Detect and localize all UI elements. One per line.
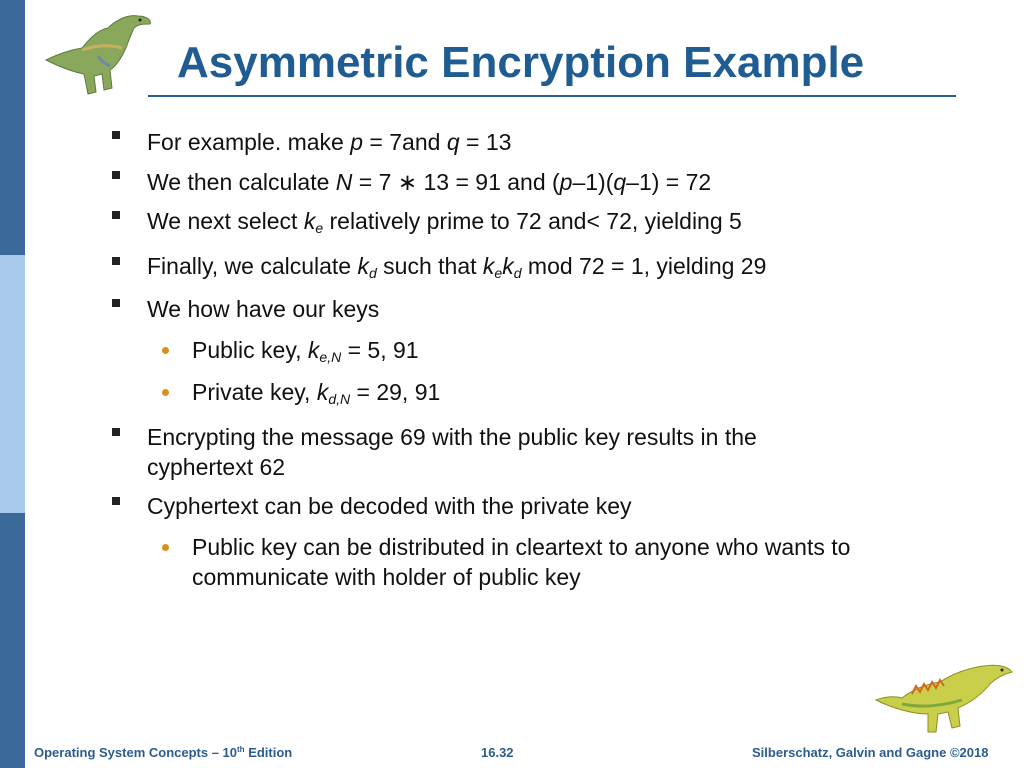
- round-bullet-icon: [162, 347, 169, 354]
- bullet-4: Finally, we calculate $k_d$ such that $k_ek_d$ mod 72 = 1, yielding 29: [147, 253, 767, 281]
- square-bullet-icon: [112, 428, 120, 436]
- sidebar-dark-top: [0, 0, 25, 255]
- sidebar-light-middle: [0, 255, 25, 513]
- bullet-6-line-2: cyphertext 62: [147, 454, 286, 480]
- sub-bullet-7a-line-2: communicate with holder of public key: [192, 564, 581, 590]
- sub-bullet-private-key: Private key, $k_{d,N} = 29$, 91: [192, 379, 441, 407]
- sidebar-dark-bottom: [0, 513, 25, 768]
- sub-bullet-7a-line-1: Public key can be distributed in cleartext to anyone who wants to: [192, 534, 851, 560]
- footer-copyright: Silberschatz, Galvin and Gagne ©2018: [752, 745, 989, 760]
- title-divider: [148, 95, 956, 97]
- square-bullet-icon: [112, 257, 120, 265]
- sub-bullet-public-key: Public key, $k_{e,N} = 5$, 91: [192, 337, 419, 365]
- dinosaur-logo-icon: [38, 8, 156, 96]
- square-bullet-icon: [112, 497, 120, 505]
- square-bullet-icon: [112, 131, 120, 139]
- bullet-1: For example. make p = 7and q = 13: [147, 129, 512, 155]
- round-bullet-icon: [162, 389, 169, 396]
- square-bullet-icon: [112, 299, 120, 307]
- square-bullet-icon: [112, 211, 120, 219]
- sidebar-stripe: [0, 0, 25, 768]
- page-number: 16.32: [481, 745, 514, 760]
- bullet-2: We then calculate N = 7 ∗ 13 = 91 and (p–1)(q–1) = 72: [147, 169, 712, 195]
- footer-course-title: Operating System Concepts – 10th Edition: [34, 745, 293, 760]
- bullet-3: We next select $k_e$ relatively prime to 72 and< 72, yielding 5: [147, 208, 742, 236]
- bullet-6-line-1: Encrypting the message 69 with the public key results in the: [147, 424, 757, 450]
- slide-title: Asymmetric Encryption Example: [177, 38, 865, 87]
- square-bullet-icon: [112, 171, 120, 179]
- dinosaur-logo-icon: [872, 660, 1018, 742]
- bullet-7: Cyphertext can be decoded with the private key: [147, 493, 632, 519]
- round-bullet-icon: [162, 544, 169, 551]
- bullet-5: We how have our keys: [147, 296, 380, 322]
